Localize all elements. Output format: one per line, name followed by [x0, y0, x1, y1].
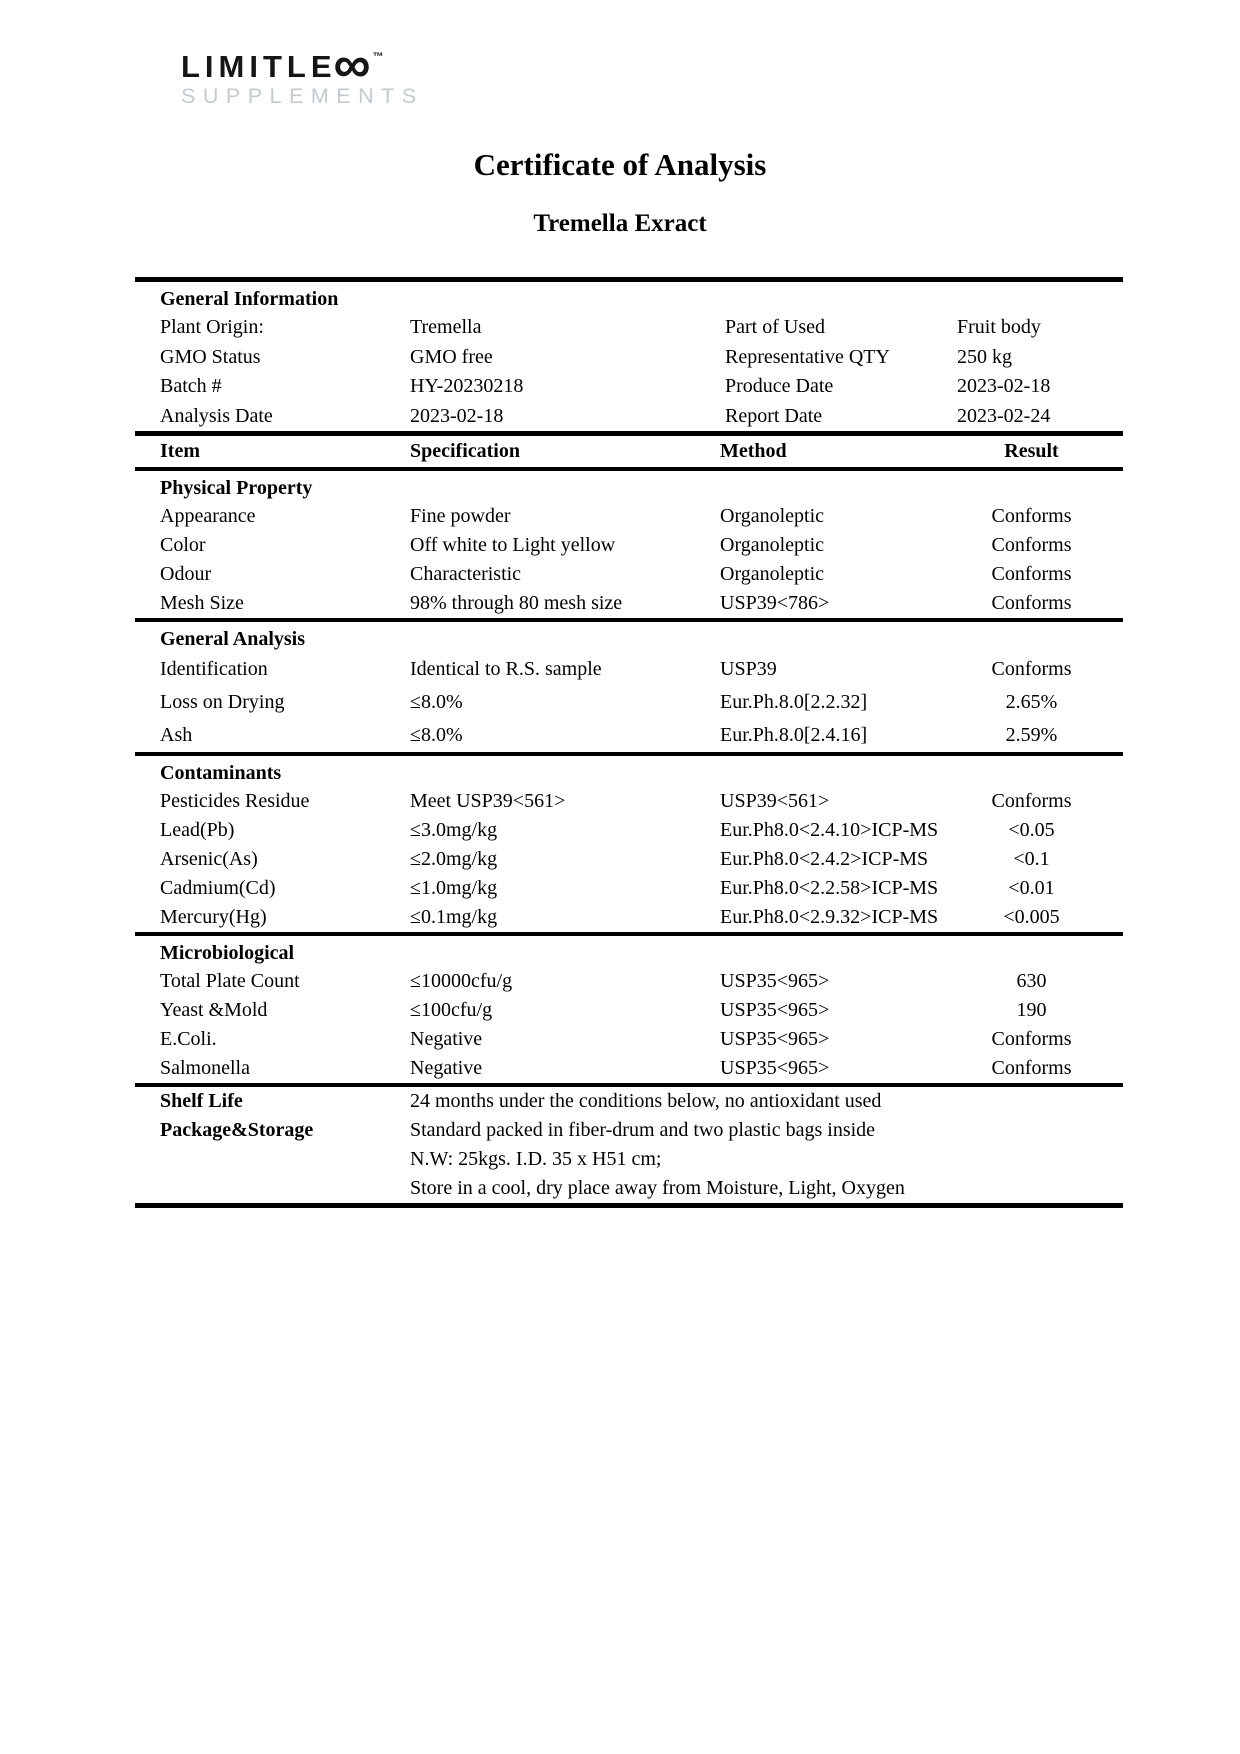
table-row [135, 313, 1123, 343]
table-row [135, 372, 1123, 402]
section-heading: General Analysis [160, 628, 306, 650]
result-cell: Conforms [991, 534, 1072, 556]
result-cell: 190 [1016, 999, 1047, 1021]
column-header-row [135, 436, 1123, 467]
general-information-heading: General Information [160, 288, 339, 310]
method-cell: Organoleptic [720, 563, 825, 585]
method-cell: USP35<965> [720, 1057, 830, 1079]
info-value: Fruit body [957, 316, 1041, 339]
table-row [135, 531, 1123, 560]
method-cell: Eur.Ph.8.0[2.4.16] [720, 724, 868, 746]
result-cell: Conforms [991, 1057, 1072, 1079]
brand-subtitle-text: SUPPLEMENTS [181, 84, 424, 108]
spec-cell: Negative [410, 1028, 483, 1050]
spec-cell: 98% through 80 mesh size [410, 592, 623, 614]
spec-cell: Meet USP39<561> [410, 790, 566, 812]
table-row [135, 1025, 1123, 1054]
method-cell: Organoleptic [720, 505, 825, 527]
item-cell: Mesh Size [160, 592, 244, 614]
method-cell: Eur.Ph8.0<2.9.32>ICP-MS [720, 906, 939, 928]
item-cell: Mercury(Hg) [160, 906, 267, 928]
product-name: Tremella Exract [533, 210, 707, 237]
info-label: GMO Status [160, 345, 261, 368]
result-cell: 630 [1016, 970, 1047, 992]
storage-text: Store in a cool, dry place away from Moisture, Light, Oxygen [410, 1177, 905, 1199]
document-headings [0, 0, 1240, 239]
table-row [135, 967, 1123, 996]
info-value: GMO free [410, 345, 493, 368]
method-cell: Eur.Ph8.0<2.4.10>ICP-MS [720, 819, 939, 841]
method-cell: USP35<965> [720, 1028, 830, 1050]
item-cell: Appearance [160, 505, 256, 527]
brand-name-text: LIMITLE [181, 49, 337, 84]
item-cell: E.Coli. [160, 1028, 217, 1050]
result-cell: Conforms [991, 505, 1072, 527]
item-cell: Yeast &Mold [160, 999, 268, 1021]
section-heading: Contaminants [160, 762, 282, 784]
item-cell: Odour [160, 563, 212, 585]
method-cell: USP35<965> [720, 999, 830, 1021]
result-cell: Conforms [991, 592, 1072, 614]
spec-cell: ≤8.0% [410, 691, 463, 713]
section-heading: Microbiological [160, 942, 295, 964]
table-row [135, 1116, 1123, 1145]
brand-logo [181, 36, 424, 108]
table-row [135, 589, 1123, 618]
infinity-icon: ∞ [333, 36, 371, 94]
table-row [135, 1145, 1123, 1174]
info-label: Representative QTY [725, 345, 890, 368]
method-cell: Eur.Ph8.0<2.2.58>ICP-MS [720, 877, 939, 899]
method-cell: USP35<965> [720, 970, 830, 992]
spec-cell: ≤1.0mg/kg [410, 877, 498, 899]
info-label: Analysis Date [160, 404, 273, 427]
section-general-analysis [135, 622, 1123, 752]
trademark-symbol: ™ [372, 51, 384, 63]
result-cell: <0.05 [1008, 819, 1055, 841]
result-cell: Conforms [991, 1028, 1072, 1050]
table-row [135, 653, 1123, 686]
info-value: 250 kg [957, 345, 1012, 368]
info-label: Produce Date [725, 375, 834, 398]
column-header-specification: Specification [410, 440, 520, 462]
info-value: HY-20230218 [410, 375, 524, 398]
table-row [135, 787, 1123, 816]
spec-cell: ≤100cfu/g [410, 999, 493, 1021]
info-value: 2023-02-18 [410, 404, 504, 427]
certificate-table [135, 277, 1123, 1208]
column-header-item: Item [160, 440, 200, 462]
result-cell: <0.005 [1003, 906, 1060, 928]
item-cell: Ash [160, 724, 193, 746]
result-cell: <0.01 [1008, 877, 1055, 899]
item-cell: Arsenic(As) [160, 848, 258, 870]
info-value: 2023-02-24 [957, 404, 1051, 427]
table-row [135, 874, 1123, 903]
column-header-result: Result [1004, 440, 1059, 462]
spec-cell: ≤8.0% [410, 724, 463, 746]
brand-logo-wordmark [181, 36, 424, 94]
info-label: Batch # [160, 375, 222, 398]
info-value: 2023-02-18 [957, 375, 1051, 398]
storage-text: 24 months under the conditions below, no antioxidant used [410, 1090, 882, 1112]
table-row [135, 1087, 1123, 1116]
item-cell: Color [160, 534, 206, 556]
table-row [135, 402, 1123, 432]
table-row [135, 1054, 1123, 1083]
table-row [135, 816, 1123, 845]
section-heading: Physical Property [160, 477, 313, 499]
table-bottom-border [135, 1203, 1123, 1208]
item-cell: Salmonella [160, 1057, 250, 1079]
spec-cell: ≤0.1mg/kg [410, 906, 498, 928]
item-cell: Total Plate Count [160, 970, 300, 992]
item-cell: Pesticides Residue [160, 790, 310, 812]
section-microbiological [135, 936, 1123, 1083]
info-value: Tremella [410, 316, 482, 339]
table-row [135, 502, 1123, 531]
storage-label: Shelf Life [160, 1090, 243, 1112]
spec-cell: Negative [410, 1057, 483, 1079]
method-cell: Eur.Ph.8.0[2.2.32] [720, 691, 868, 713]
info-label: Report Date [725, 404, 823, 427]
item-cell: Loss on Drying [160, 691, 285, 713]
info-label: Part of Used [725, 316, 825, 339]
spec-cell: ≤2.0mg/kg [410, 848, 498, 870]
table-row [135, 719, 1123, 752]
method-cell: Organoleptic [720, 534, 825, 556]
item-cell: Cadmium(Cd) [160, 877, 276, 899]
result-cell: 2.59% [1005, 724, 1058, 746]
table-row [135, 903, 1123, 932]
item-cell: Lead(Pb) [160, 819, 235, 841]
result-cell: <0.1 [1013, 848, 1050, 870]
result-cell: Conforms [991, 790, 1072, 812]
method-cell: USP39<561> [720, 790, 830, 812]
section-storage [135, 1087, 1123, 1203]
spec-cell: Fine powder [410, 505, 511, 527]
table-row [135, 1174, 1123, 1203]
spec-cell: ≤10000cfu/g [410, 970, 513, 992]
storage-text: N.W: 25kgs. I.D. 35 x H51 cm; [410, 1148, 662, 1170]
storage-text: Standard packed in fiber-drum and two plastic bags inside [410, 1119, 876, 1141]
method-cell: USP39 [720, 658, 777, 680]
spec-cell: ≤3.0mg/kg [410, 819, 498, 841]
info-label: Plant Origin: [160, 316, 264, 339]
section-physical-property [135, 471, 1123, 618]
result-cell: Conforms [991, 563, 1072, 585]
method-cell: USP39<786> [720, 592, 830, 614]
table-row [135, 686, 1123, 719]
section-contaminants [135, 756, 1123, 932]
storage-label: Package&Storage [160, 1119, 314, 1141]
spec-cell: Characteristic [410, 563, 522, 585]
result-cell: 2.65% [1005, 691, 1058, 713]
result-cell: Conforms [991, 658, 1072, 680]
method-cell: Eur.Ph8.0<2.4.2>ICP-MS [720, 848, 929, 870]
page-title: Certificate of Analysis [473, 147, 767, 182]
table-row [135, 560, 1123, 589]
table-row [135, 845, 1123, 874]
table-row [135, 343, 1123, 373]
table-row [135, 996, 1123, 1025]
column-header-method: Method [720, 440, 787, 462]
spec-cell: Identical to R.S. sample [410, 658, 602, 680]
item-cell: Identification [160, 658, 268, 680]
spec-cell: Off white to Light yellow [410, 534, 616, 556]
